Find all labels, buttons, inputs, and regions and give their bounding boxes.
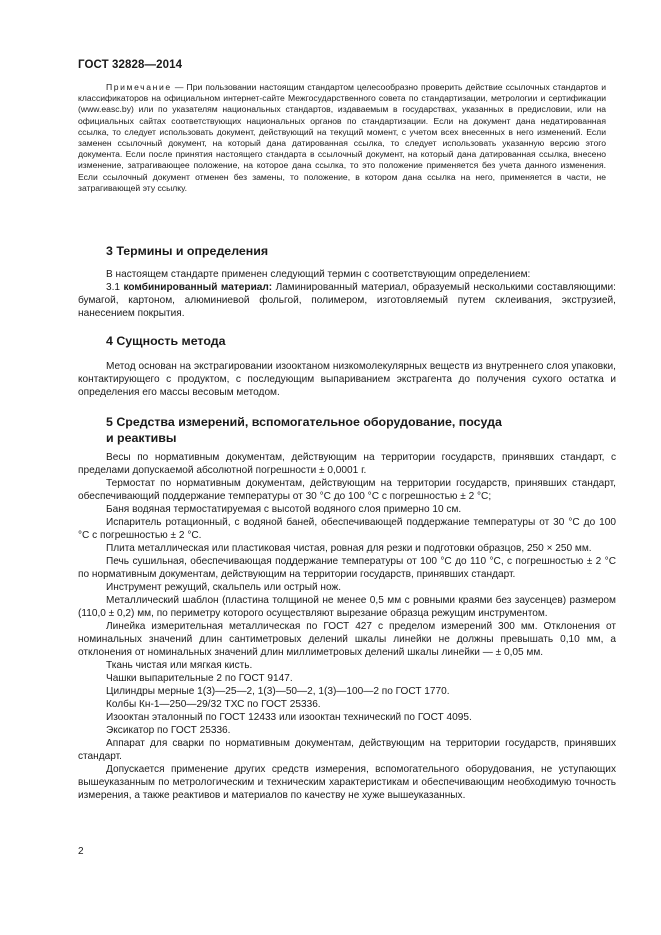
equipment-item: Ткань чистая или мягкая кисть. bbox=[106, 660, 253, 671]
term-definition: Ламинированный материал, образуемый несколькими составляющими: бумагой, картоном, алюминиевой фольгой, полимером, изготовляемый путем склеивания, экструзией, нанесением покрытия. bbox=[78, 282, 616, 319]
note-text: При пользовании настоящим стандартом целесообразно проверить действие ссылочных стандартов и классификаторов на официальном интернет-сайте Межгосударственного совета по стандартизации, метрологии и сертификации (www.easc.by) или по указателям национальных стандартов, издаваемым в государствах, указанных в предисловии, или на официальных сайтах соответствующих национальных органов по стандартизации. Если на документ дана недатированная ссылка, то следует использовать документ, действующий на текущий момент, с учетом всех внесенных в него изменений. Если заменен ссылочный документ, на который дана датированная ссылка, то следует использовать указанную версию этого документа. Если после принятия настоящего стандарта в ссылочный документ, на который дана датированная ссылка, внесено изменение, затрагивающее положение, на которое дана ссылка, то это положение применяется без учета данного изменения. Если ссылочный документ отменен без замены, то положение, в котором дана ссылка на него, применяется в части, не затрагивающей эту ссылку. bbox=[78, 82, 607, 193]
reference-note bbox=[78, 82, 606, 194]
term-name: комбинированный материал: bbox=[123, 282, 273, 293]
note-label: Примечание bbox=[106, 82, 172, 92]
section-4-text: Метод основан на экстрагировании изооктаном низкомолекулярных веществ из внутреннего слоя упаковки, контактирующего с продуктом, с последующим выпариванием экстрагента до получения сухого остатка и определения его массы весовым методом. bbox=[78, 361, 616, 398]
section-5-title-line-2: и реактивы bbox=[106, 431, 177, 445]
equipment-item: Плита металлическая или пластиковая чистая, ровная для резки и подготовки образцов, 250 × 250 мм. bbox=[106, 543, 592, 554]
section-5-title-line-1: 5 Средства измерений, вспомогательное оборудование, посуда bbox=[106, 415, 502, 429]
term-number: 3.1 bbox=[106, 282, 124, 293]
equipment-item: Чашки выпарительные 2 по ГОСТ 9147. bbox=[106, 673, 293, 684]
equipment-item: Допускается применение других средств измерения, вспомогательного оборудования, не уступающих вышеуказанным по метрологическим и техническим характеристикам и обеспечивающим необходимую точность измерения, а также реактивов и материалов по качеству не хуже вышеуказанных. bbox=[78, 764, 616, 801]
equipment-item: Печь сушильная, обеспечивающая поддержание температуры от 100 °С до 110 °С, с погрешностью ± 2 °С по нормативным документам, действующим на территории государств, принявших стандарт. bbox=[78, 556, 616, 580]
equipment-item: Колбы Кн-1—250—29/32 ТХС по ГОСТ 25336. bbox=[106, 699, 321, 710]
equipment-item: Весы по нормативным документам, действующим на территории государств, принявших стандарт, с пределами допускаемой абсолютной погрешности ± 0,0001 г. bbox=[78, 452, 616, 476]
section-3-intro: В настоящем стандарте применен следующий термин с соответствующим определением: bbox=[106, 269, 531, 280]
equipment-item: Цилиндры мерные 1(3)—25—2, 1(3)—50—2, 1(3)—100—2 по ГОСТ 1770. bbox=[106, 686, 450, 697]
equipment-item: Изооктан эталонный по ГОСТ 12433 или изооктан технический по ГОСТ 4095. bbox=[106, 712, 472, 723]
equipment-item: Линейка измерительная металлическая по ГОСТ 427 с пределом измерений 300 мм. Отклонения от номинальных значений длин сантиметровых делений шкалы линейки не должны превышать 0,10 мм, а отклонения от номинальных значений длин миллиметровых делений шкалы линейки — ± 0,05 мм. bbox=[78, 621, 616, 658]
section-4-body bbox=[78, 360, 616, 399]
equipment-item: Термостат по нормативным документам, действующим на территории государств, принявших стандарт, обеспечивающий поддержание температуры от 30 °С до 100 °С с погрешностью ± 2 °С; bbox=[78, 478, 616, 502]
term-3-1 bbox=[78, 281, 616, 320]
equipment-item: Металлический шаблон (пластина толщиной не менее 0,5 мм с ровными краями без заусенцев) размером (110,0 ± 0,2) мм, по периметру которого осуществляют вырезание образца режущим инструментом. bbox=[78, 595, 616, 619]
note-dash: — bbox=[171, 82, 187, 92]
equipment-item: Аппарат для сварки по нормативным документам, действующим на территории государств, принявших стандарт. bbox=[78, 738, 616, 762]
equipment-item: Эксикатор по ГОСТ 25336. bbox=[106, 725, 231, 736]
document-code: ГОСТ 32828—2014 bbox=[78, 59, 183, 71]
section-5-body bbox=[78, 451, 616, 802]
equipment-item: Испаритель ротационный, с водяной баней, обеспечивающей поддержание температуры от 30 °С до 100 °С с погрешностью ± 2 °С. bbox=[78, 517, 616, 541]
page-number: 2 bbox=[78, 846, 84, 857]
equipment-item: Баня водяная термостатируемая с высотой водяного слоя примерно 10 см. bbox=[106, 504, 462, 515]
section-3-title: 3 Термины и определения bbox=[106, 244, 269, 258]
equipment-item: Инструмент режущий, скальпель или острый нож. bbox=[106, 582, 342, 593]
section-4-title: 4 Сущность метода bbox=[106, 334, 226, 348]
section-3-body bbox=[78, 268, 616, 320]
